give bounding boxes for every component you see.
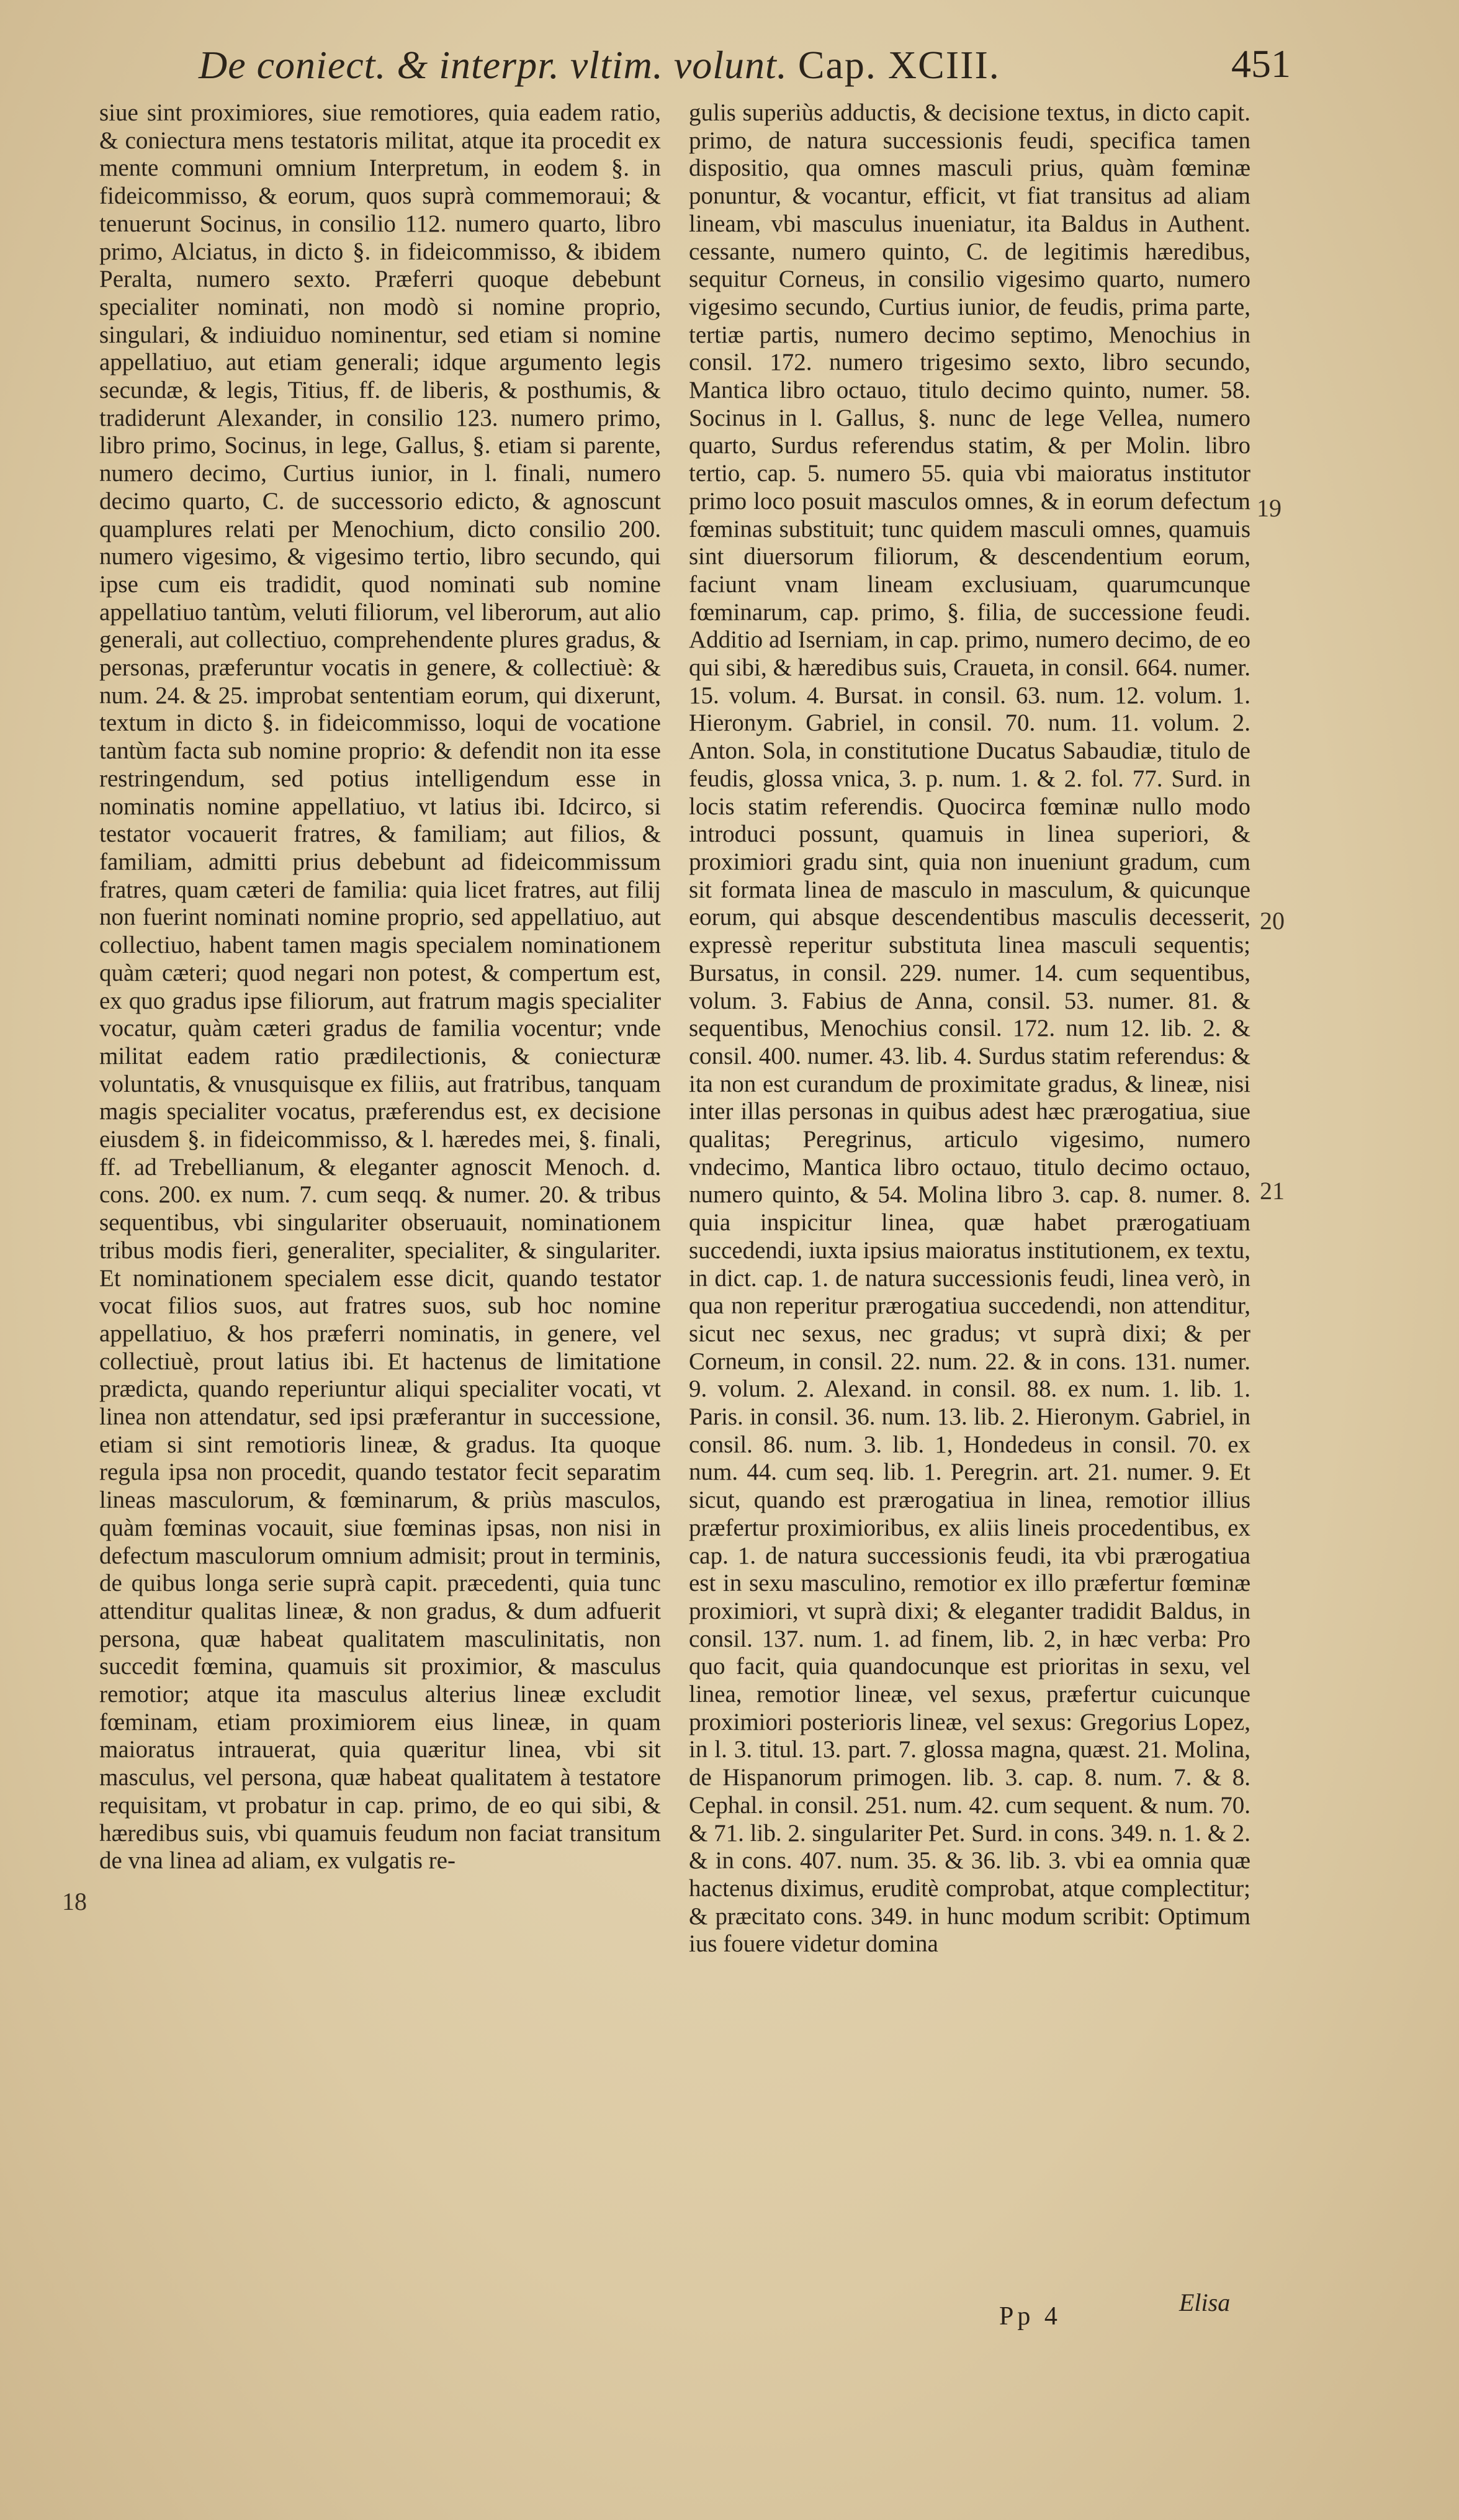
margin-number-18: 18 [62,1888,87,1915]
left-column-text: siue sint proximiores, siue remotiores, quia eadem ratio, & coniectura mens testatoris militat, atque ita procedit ex mente communi omnium Interpretum, in eodem §. in fideicommisso, & eorum, quos suprà commemoraui; & tenuerunt Socinus, in consilio 112. numero quarto, libro primo, Alciatus, in dicto §. in fideicommisso, & ibidem Peralta, numero sexto. Præferri quoque debebunt specialiter nominati, non modò si nomine proprio, singulari, & indiuiduo nominentur, sed etiam si nomine appellatiuo, aut etiam generali; idque argumento legis secundæ, & legis, Titius, ff. de liberis, & posthumis, & tradiderunt Alexander, in consilio 123. numero primo, libro primo, Socinus, in lege, Gallus, §. etiam si parente, numero decimo, Curtius iunior, in l. finali, numero decimo quarto, C. de successorio edicto, & agnoscunt quamplures relati per Menochium, dicto consilio 200. numero vigesimo, & vigesimo tertio, libro secundo, qui ipse cum eis tradidit, quod nominati sub nomine appellatiuo tantùm, veluti filiorum, vel liberorum, aut alio generali, aut collectiuo, comprehendente plures gradus, & personas, præferuntur vocatis in genere, & collectiuè: & num. 24. & 25. improbat sententiam eorum, qui dixerunt, textum in dicto §. in fideicommisso, loqui de vocatione tantùm facta sub nomine proprio: & defendit non ita esse restringendum, sed potius intelligendum esse in nominatis nomine appellatiuo, vt latius ibi. Idcirco, si testator vocauerit fratres, & familiam; aut filios, & familiam, admitti prius debebunt ad fideicommissum fratres, quam cæteri de familia: quia licet fratres, aut filij non fuerint nominati nomine proprio, sed appellatiuo, aut collectiuo, habent tamen magis specialem nominationem quàm cæteri; quod negari non potest, & compertum est, ex quo gradus ipse filiorum, aut fratrum magis specialiter vocatur, quàm cæteri gradus de familia vocentur; vnde militat eadem ratio prædilectionis, & coniecturæ voluntatis, & vnusquisque ex filiis, aut fratribus, tanquam magis specialiter vocatus, præferendus est, ex decisione eiusdem §. in fideicommisso, & l. hæredes mei, §. finali, ff. ad Trebellianum, & eleganter agnoscit Menoch. d. cons. 200. ex num. 7. cum seqq. & numer. 20. & tribus sequentibus, vbi singulariter obseruauit, nominationem tribus modis fieri, generaliter, specialiter, & singulariter. Et nominationem specialem esse dicit, quando testator vocat filios suos, aut fratres suos, sub hoc nomine appellatiuo, & hos præferri nominatis, in genere, vel collectiuè, prout latius ibi. Et hactenus de limitatione prædicta, quando reperiuntur aliqui specialiter vocati, vt linea non attendatur, sed ipsi præferantur in successione, etiam si sint remotioris lineæ, & gradus. Ita quoque regula ipsa non procedit, quando testator fecit separatim lineas masculorum, & fœminarum, & priùs masculos, quàm fœminas vocauit, siue fœminas ipsas, non nisi in defectum masculorum omnium admisit; prout in terminis, de quibus longa serie suprà capit. præcedenti, quia tunc attenditur qualitas lineæ, & non gradus, & dum adfuerit persona, quæ habeat qualitatem masculinitatis, non succedit fœmina, quamuis sit proximior, & masculus remotior; atque ita masculus alterius lineæ excludit fœminam, etiam proximiorem eius lineæ, in quam maioratus intrauerat, quia quæritur linea, vbi sit masculus, vel persona, quæ habeat qualitatem à testatore requisitam, vt probatur in cap. primo, de eo qui sibi, & hæredibus suis, vbi quamuis feudum non faciat transitum de vna linea ad aliam, ex vulgatis re- [99,99,661,1874]
page-number: 451 [1231,42,1291,86]
catchword: Elisa [1179,2288,1231,2316]
left-column [99,99,661,2297]
signature-mark: Pp 4 [999,2302,1061,2331]
running-head-title: De coniect. & interpr. vltim. volunt. [199,43,788,87]
running-head [199,42,1000,88]
margin-number-19: 19 [1257,494,1282,522]
right-column [689,99,1250,2297]
page-header [199,37,1291,93]
margin-number-20: 20 [1260,907,1285,935]
right-column-text: gulis superiùs adductis, & decisione textus, in dicto capit. primo, de natura successionis feudi, specifica tamen dispositio, qua omnes masculi prius, quàm fœminæ ponuntur, & vocantur, efficit, vt fiat transitus ad aliam lineam, vbi masculus inueniatur, ita Baldus in Authent. cessante, numero quinto, C. de legitimis hæredibus, sequitur Corneus, in consilio vigesimo quarto, numero vigesimo secundo, Curtius iunior, de feudis, prima parte, tertiæ partis, numero decimo septimo, Menochius in consil. 172. numero trigesimo sexto, libro secundo, Mantica libro octauo, titulo decimo quinto, numer. 58. Socinus in l. Gallus, §. nunc de lege Vellea, numero quarto, Surdus referendus statim, & per Molin. libro tertio, cap. 5. numero 55. quia vbi maioratus institutor primo loco posuit masculos omnes, & in eorum defectum fœminas substituit; tunc quidem masculi omnes, quamuis sint diuersorum filiorum, & descendentium eorum, faciunt vnam lineam exclusiuam, quarumcunque fœminarum, cap. primo, §. filia, de successione feudi. Additio ad Iserniam, in cap. primo, numero decimo, de eo qui sibi, & hæredibus suis, Craueta, in consil. 664. numer. 15. volum. 4. Bursat. in consil. 63. num. 12. volum. 1. Hieronym. Gabriel, in consil. 70. num. 11. volum. 2. Anton. Sola, in constitutione Ducatus Sabaudiæ, titulo de feudis, glossa vnica, 3. p. num. 1. & 2. fol. 77. Surd. in locis statim referendis. Quocirca fœminæ nullo modo introduci possunt, quamuis in linea superiori, & proximiori gradu sint, quia non inueniunt gradum, cum sit formata linea de masculo in masculum, & quicunque eorum, qui absque descendentibus masculis decesserit, expressè reperitur substituta linea masculi sequentis; Bursatus, in consil. 229. numer. 14. cum sequentibus, volum. 3. Fabius de Anna, consil. 53. numer. 81. & sequentibus, Menochius consil. 172. num 12. lib. 2. & consil. 400. numer. 43. lib. 4. Surdus statim referendus: & ita non est curandum de proximitate gradus, & lineæ, nisi inter illas personas in quibus adest hæc prærogatiua, siue qualitas; Peregrinus, articulo vigesimo, numero vndecimo, Mantica libro octauo, titulo decimo octauo, numero quinto, & 54. Molina libro 3. cap. 8. numer. 8. quia inspicitur linea, quæ habet prærogatiuam succedendi, iuxta ipsius maioratus institutionem, ex textu, in dict. cap. 1. de natura successionis feudi, linea verò, in qua non reperitur prærogatiua succedendi, non attenditur, sicut nec sexus, nec gradus; vt suprà dixi; & per Corneum, in consil. 22. num. 22. & in cons. 131. numer. 9. volum. 2. Alexand. in consil. 88. ex num. 1. lib. 1. Paris. in consil. 36. num. 13. lib. 2. Hieronym. Gabriel, in consil. 86. num. 3. lib. 1, Hondedeus in consil. 70. ex num. 44. cum seq. lib. 1. Peregrin. art. 21. numer. 9. Et sicut, quando est prærogatiua in linea, remotior illius præfertur proximioribus, ex aliis lineis procedentibus, ex cap. 1. de natura successionis feudi, ita vbi prærogatiua est in sexu masculino, remotior ex illo præfertur fœminæ proximiori, vt suprà dixi; & eleganter tradidit Baldus, in consil. 137. num. 1. ad finem, lib. 2, in hæc verba: Pro quo facit, quia quandocunque est prioritas in sexu, vel linea, remotior lineæ, vel sexus, præfertur cuicunque proximiori posterioris lineæ, vel sexus: Gregorius Lopez, in l. 3. titul. 13. part. 7. glossa magna, quæst. 21. Molina, de Hispanorum primogen. lib. 3. cap. 8. num. 7. & 8. Cephal. in consil. 251. num. 42. cum sequent. & num. 70. & 71. lib. 2. singulariter Pet. Surd. in cons. 349. n. 1. & 2. & in cons. 407. num. 35. & 36. lib. 3. vbi ea omnia quæ hactenus diximus, eruditè comprobat, atque complectitur; & præcitato cons. 349. in hunc modum scribit: Optimum ius fouere videtur domina [689,99,1250,1958]
chapter-label: Cap. XCIII. [797,43,1000,87]
margin-number-21: 21 [1260,1177,1285,1205]
